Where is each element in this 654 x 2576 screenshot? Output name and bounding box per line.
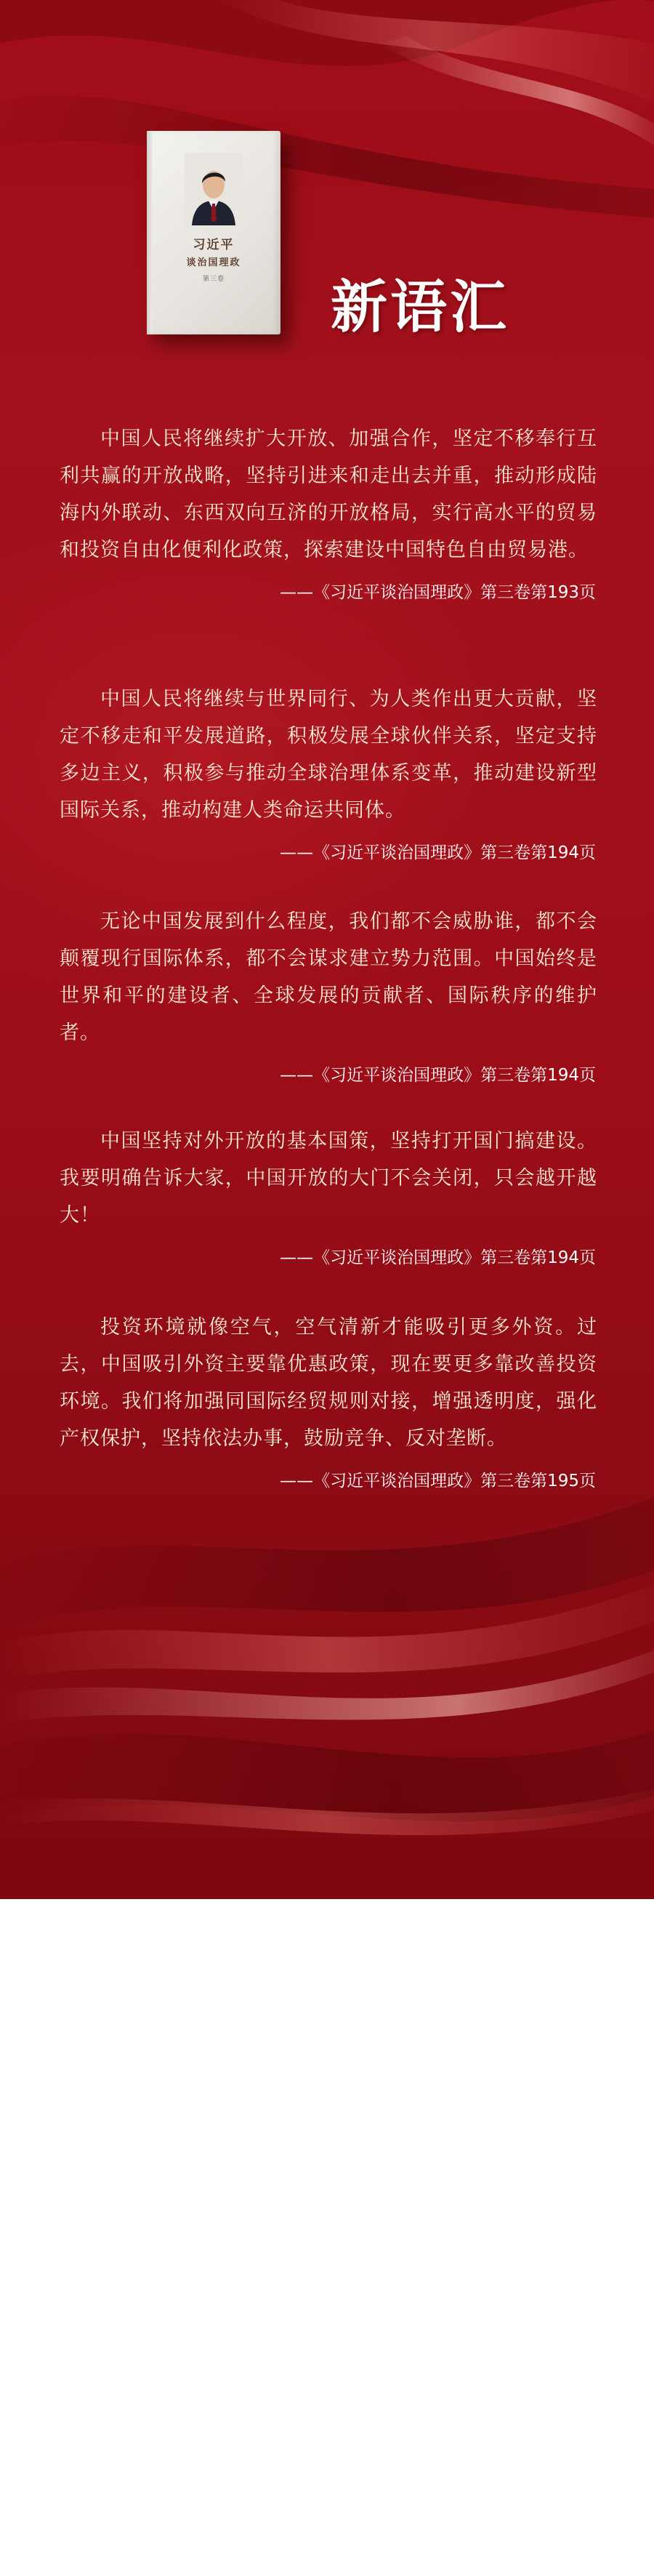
- quote-text: 中国人民将继续与世界同行、为人类作出更大贡献，坚定不移走和平发展道路，积极发展全球伙伴关系，坚定支持多边主义，积极参与推动全球治理体系变革，推动建设新型国际关系，推动构建人类命运共同体。: [60, 688, 597, 822]
- quote-source: ——《习近平谈治国理政》第三卷第194页: [280, 843, 596, 862]
- book-title: 习近平: [193, 238, 235, 252]
- quote-block: [60, 1123, 597, 1268]
- quote-text: 无论中国发展到什么程度，我们都不会威胁谁，都不会颠覆现行国际体系，都不会谋求建立势力范围。中国始终是世界和平的建设者、全球发展的贡献者、国际秩序的维护者。: [60, 910, 597, 1044]
- book-spine: [147, 131, 153, 334]
- quote-text: 中国坚持对外开放的基本国策，坚持打开国门搞建设。我要明确告诉大家，中国开放的大门不会关闭，只会越开越大！: [60, 1130, 597, 1227]
- book-volume: 第三卷: [202, 276, 225, 283]
- quote-source: ——《习近平谈治国理政》第三卷第194页: [280, 1066, 596, 1085]
- quote-text: 投资环境就像空气，空气清新才能吸引更多外资。过去，中国吸引外资主要靠优惠政策，现在要更多靠改善投资环境。我们将加强同国际经贸规则对接，增强透明度，强化产权保护，坚持依法办事，鼓励竞争、反对垄断。: [60, 1316, 597, 1450]
- quote-block: [60, 1309, 597, 1491]
- quote-block: [60, 903, 597, 1086]
- quote-block: [60, 681, 597, 863]
- quote-source: ——《习近平谈治国理政》第三卷第193页: [280, 583, 596, 602]
- book-subtitle: 谈治国理政: [186, 257, 241, 268]
- quote-source: ——《习近平谈治国理政》第三卷第195页: [280, 1472, 596, 1490]
- page-title: 新语汇: [331, 274, 510, 340]
- quote-source: ——《习近平谈治国理政》第三卷第194页: [280, 1248, 596, 1267]
- blank-footer-area: [0, 1899, 654, 2576]
- author-portrait: [185, 153, 243, 225]
- book-cover: [147, 131, 280, 334]
- quote-block: [60, 420, 597, 603]
- quote-text: 中国人民将继续扩大开放、加强合作，坚定不移奉行互利共赢的开放战略，坚持引进来和走出去并重，推动形成陆海内外联动、东西双向互济的开放格局，实行高水平的贸易和投资自由化便利化政策，探索建设中国特色自由贸易港。: [60, 428, 597, 561]
